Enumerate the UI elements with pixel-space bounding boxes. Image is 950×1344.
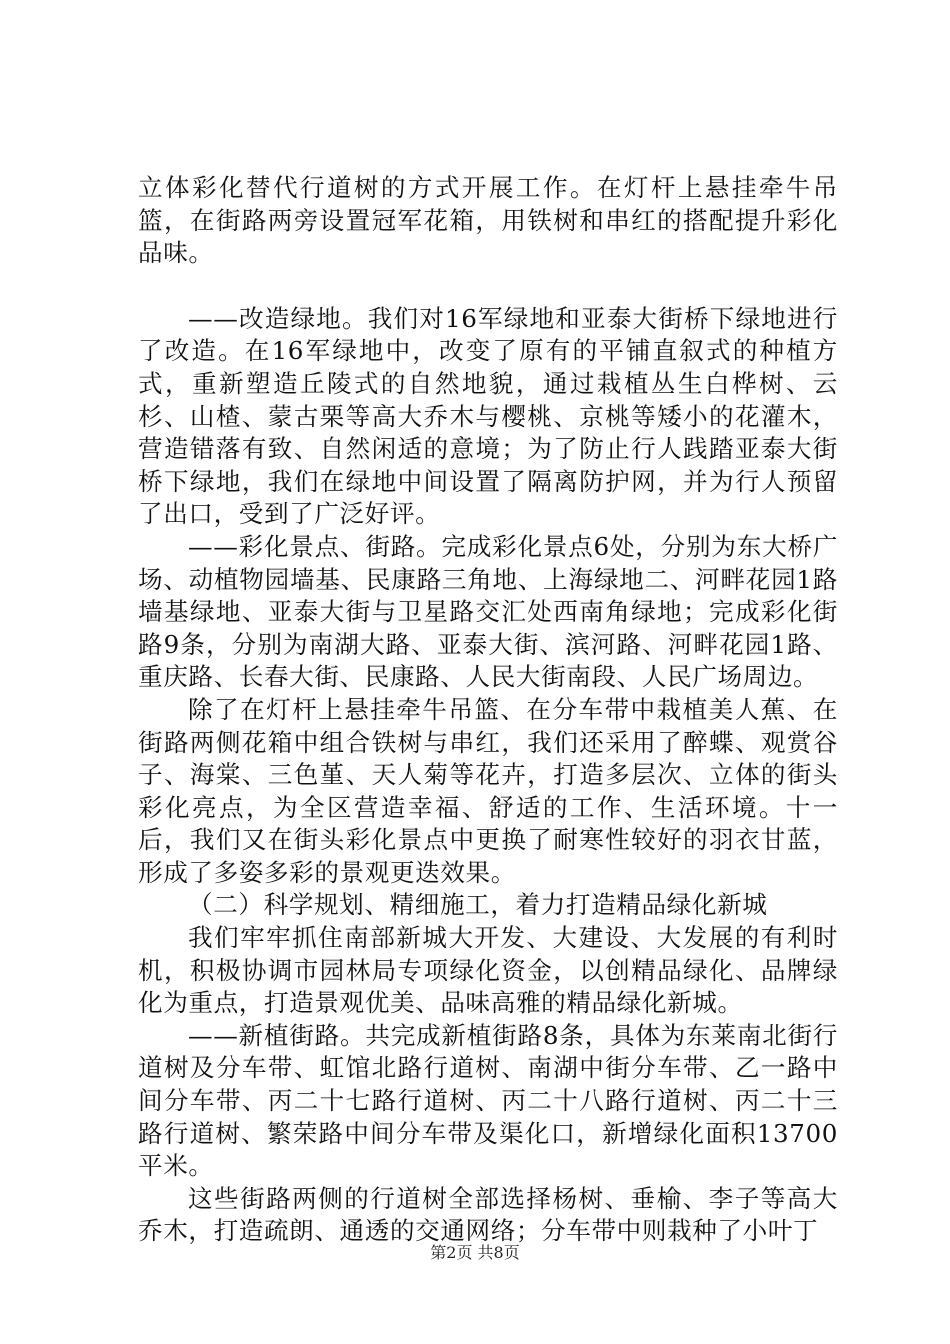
paragraph-new-city: 我们牢牢抓住南部新城大开发、大建设、大发展的有利时机，积极协调市园林局专项绿化资金，以创精品绿化、品牌绿化为重点，打造景观优美、品味高雅的精品绿化新城。 xyxy=(138,923,838,1018)
paragraph-flowers: 除了在灯杆上悬挂牵牛吊篮、在分车带中栽植美人蕉、在街路两侧花箱中组合铁树与串红，我们还采用了醉蝶、观赏谷子、海棠、三色堇、天人菊等花卉，打造多层次、立体的街头彩化亮点，为全区营造幸福、舒适的工作、生活环境。十一后，我们又在街头彩化景点中更换了耐寒性较好的羽衣甘蓝，形成了多姿多彩的景观更迭效果。 xyxy=(138,694,838,887)
section-heading-2: （二）科学规划、精细施工，着力打造精品绿化新城 xyxy=(188,890,768,920)
paragraph-new-streets: ——新植街路。共完成新植街路8条，具体为东莱南北街行道树及分车带、虹馆北路行道树、南湖中街分车带、乙一路中间分车带、丙二十七路行道树、丙二十八路行道树、丙二十三路行道树、繁荣路中间分车带及渠化口，新增绿化面积13700平米。 xyxy=(138,1020,838,1181)
paragraph-color-spots-streets: ——彩化景点、街路。完成彩化景点6处，分别为东大桥广场、动植物园墙基、民康路三角地、上海绿地二、河畔花园1路墙基绿地、亚泰大街与卫星路交汇处西南角绿地；完成彩化街路9条，分别为南湖大路、亚泰大街、滨河路、河畔花园1路、重庆路、长春大街、民康路、人民大街南段、人民广场周边。 xyxy=(138,531,838,692)
page-footer: 第2页 共8页 xyxy=(430,1243,520,1262)
paragraph-street-trees: 这些街路两侧的行道树全部选择杨树、垂榆、李子等高大乔木，打造疏朗、通透的交通网络；分车带中则栽种了小叶丁 xyxy=(138,1183,838,1246)
paragraph-continuation: 立体彩化替代行道树的方式开展工作。在灯杆上悬挂牵牛吊篮，在街路两旁设置冠军花箱，用铁树和串红的搭配提升彩化品味。 xyxy=(138,173,838,268)
body-text xyxy=(138,172,838,1248)
paragraph-renovate-greenland: ——改造绿地。我们对16军绿地和亚泰大街桥下绿地进行了改造。在16军绿地中，改变了原有的平铺直叙式的种植方式，重新塑造丘陵式的自然地貌，通过栽植丛生白桦树、云杉、山楂、蒙古栗等高大乔木与樱桃、京桃等矮小的花灌木，营造错落有致、自然闲适的意境；为了防止行人践踏亚泰大街桥下绿地，我们在绿地中间设置了隔离防护网，并为行人预留了出口，受到了广泛好评。 xyxy=(138,303,838,529)
